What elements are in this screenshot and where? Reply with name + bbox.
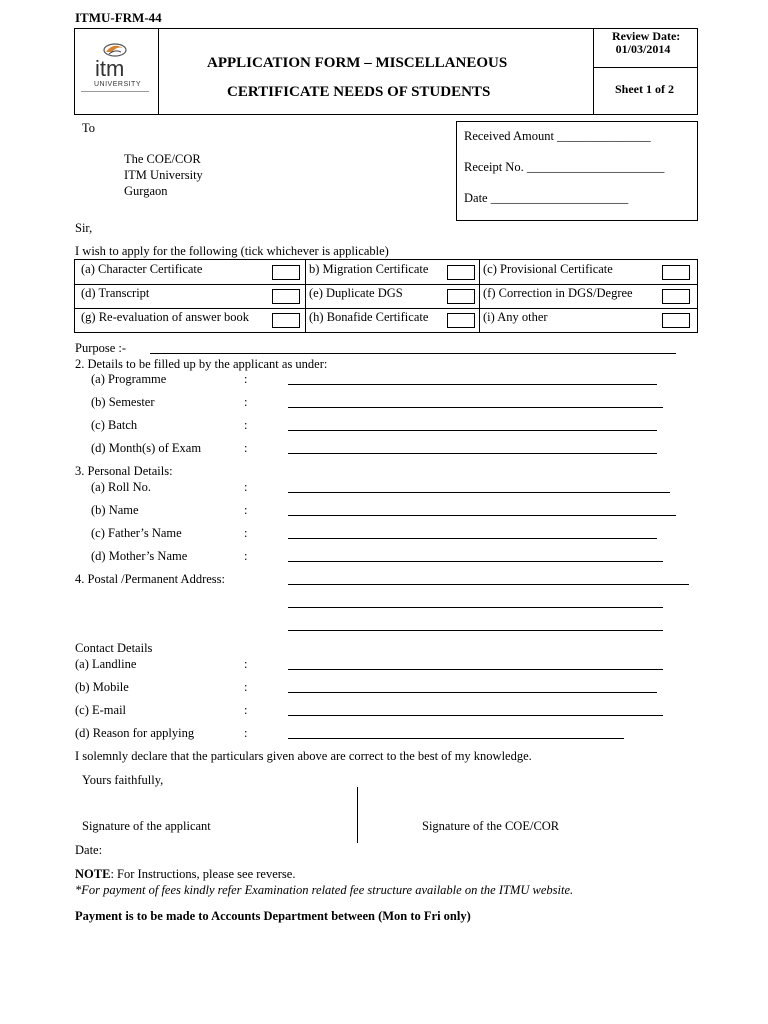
colon: : <box>244 657 248 671</box>
address-input-line-3[interactable] <box>288 630 663 631</box>
fathers-name-label: (c) Father’s Name <box>91 526 182 540</box>
to-label: To <box>82 121 96 135</box>
signature-divider <box>357 787 358 843</box>
semester-label: (b) Semester <box>91 395 155 409</box>
mothers-name-label: (d) Mother’s Name <box>91 549 188 563</box>
colon: : <box>244 441 248 455</box>
month-of-exam-label: (d) Month(s) of Exam <box>91 441 202 455</box>
colon: : <box>244 503 248 517</box>
programme-input-line[interactable] <box>288 384 657 385</box>
address-input-line-1[interactable] <box>288 584 689 585</box>
option-bonafide-certificate: (h) Bonafide Certificate <box>305 308 479 332</box>
address-line1: The COE/COR <box>124 152 201 166</box>
email-label: (c) E-mail <box>75 703 127 717</box>
roll-no-input-line[interactable] <box>288 492 670 493</box>
itm-university-logo <box>79 40 151 100</box>
colon: : <box>244 372 248 386</box>
option-re-evaluation: (g) Re-evaluation of answer book <box>75 308 305 332</box>
colon: : <box>244 418 248 432</box>
address-line2: ITM University <box>124 168 203 182</box>
sheet-number: Sheet 1 of 2 <box>615 82 674 96</box>
batch-input-line[interactable] <box>288 430 657 431</box>
reason-label: (d) Reason for applying <box>75 726 195 740</box>
fee-note: *For payment of fees kindly refer Examination related fee structure available on the ITMU website. <box>75 883 574 897</box>
mobile-label: (b) Mobile <box>75 680 129 694</box>
option-duplicate-dgs: (e) Duplicate DGS <box>305 284 479 308</box>
colon: : <box>244 395 248 409</box>
tick-box[interactable] <box>272 289 300 304</box>
option-transcript: (d) Transcript <box>75 284 305 308</box>
note: NOTE: For Instructions, please see reverse. <box>75 867 296 881</box>
colon: : <box>244 680 248 694</box>
tick-box[interactable] <box>662 265 690 280</box>
header-box <box>74 28 698 115</box>
purpose-input-line[interactable] <box>150 353 676 354</box>
section4-heading: 4. Postal /Permanent Address: <box>75 572 225 586</box>
tick-box[interactable] <box>447 289 475 304</box>
office-date-field[interactable]: Date ______________________ <box>464 191 629 205</box>
logo-subtext: UNIVERSITY <box>94 81 142 88</box>
roll-no-label: (a) Roll No. <box>91 480 152 494</box>
signature-coe-label: Signature of the COE/COR <box>422 819 560 833</box>
form-title-line1: APPLICATION FORM – MISCELLANEOUS <box>207 55 508 71</box>
tick-box[interactable] <box>662 313 690 328</box>
option-provisional-certificate: (c) Provisional Certificate <box>479 260 697 284</box>
batch-label: (c) Batch <box>91 418 138 432</box>
receipt-no-field[interactable]: Receipt No. ______________________ <box>464 160 665 174</box>
colon: : <box>244 726 248 740</box>
form-title-line2: CERTIFICATE NEEDS OF STUDENTS <box>227 84 491 100</box>
email-input-line[interactable] <box>288 715 663 716</box>
option-migration-certificate: b) Migration Certificate <box>305 260 479 284</box>
name-input-line[interactable] <box>288 515 676 516</box>
fathers-name-input-line[interactable] <box>288 538 657 539</box>
declaration: I solemnly declare that the particulars given above are correct to the best of my knowledge. <box>75 749 532 763</box>
option-correction-dgs: (f) Correction in DGS/Degree <box>479 284 697 308</box>
landline-input-line[interactable] <box>288 669 663 670</box>
signature-applicant-label: Signature of the applicant <box>82 819 211 833</box>
colon: : <box>244 480 248 494</box>
address-line3: Gurgaon <box>124 184 168 198</box>
review-date: 01/03/2014 <box>615 42 671 56</box>
landline-label: (a) Landline <box>75 657 137 671</box>
programme-label: (a) Programme <box>91 372 167 386</box>
apply-intro: I wish to apply for the following (tick whichever is applicable) <box>75 244 389 258</box>
colon: : <box>244 526 248 540</box>
tick-box[interactable] <box>272 265 300 280</box>
section3-heading: 3. Personal Details: <box>75 464 173 478</box>
tick-box[interactable] <box>447 265 475 280</box>
name-label: (b) Name <box>91 503 139 517</box>
tick-box[interactable] <box>662 289 690 304</box>
certificate-options-table <box>74 259 698 333</box>
review-date-label: Review Date: <box>612 29 681 43</box>
month-of-exam-input-line[interactable] <box>288 453 657 454</box>
reason-input-line[interactable] <box>288 738 624 739</box>
address-input-line-2[interactable] <box>288 607 663 608</box>
colon: : <box>244 703 248 717</box>
tick-box[interactable] <box>447 313 475 328</box>
form-code: ITMU-FRM-44 <box>75 10 162 25</box>
semester-input-line[interactable] <box>288 407 663 408</box>
contact-heading: Contact Details <box>75 641 153 655</box>
received-amount-field[interactable]: Received Amount _______________ <box>464 129 651 143</box>
mobile-input-line[interactable] <box>288 692 657 693</box>
date-label: Date: <box>75 843 103 857</box>
salutation: Sir, <box>75 221 93 235</box>
yours-faithfully: Yours faithfully, <box>82 773 164 787</box>
section2-heading: 2. Details to be filled up by the applicant as under: <box>75 357 328 371</box>
option-character-certificate: (a) Character Certificate <box>75 260 305 284</box>
logo-text: itm <box>95 56 125 81</box>
purpose-label: Purpose :- <box>75 341 127 355</box>
office-use-box <box>456 121 698 221</box>
payment-note: Payment is to be made to Accounts Department between (Mon to Fri only) <box>75 909 471 923</box>
option-any-other: (i) Any other <box>479 308 697 332</box>
mothers-name-input-line[interactable] <box>288 561 663 562</box>
tick-box[interactable] <box>272 313 300 328</box>
colon: : <box>244 549 248 563</box>
